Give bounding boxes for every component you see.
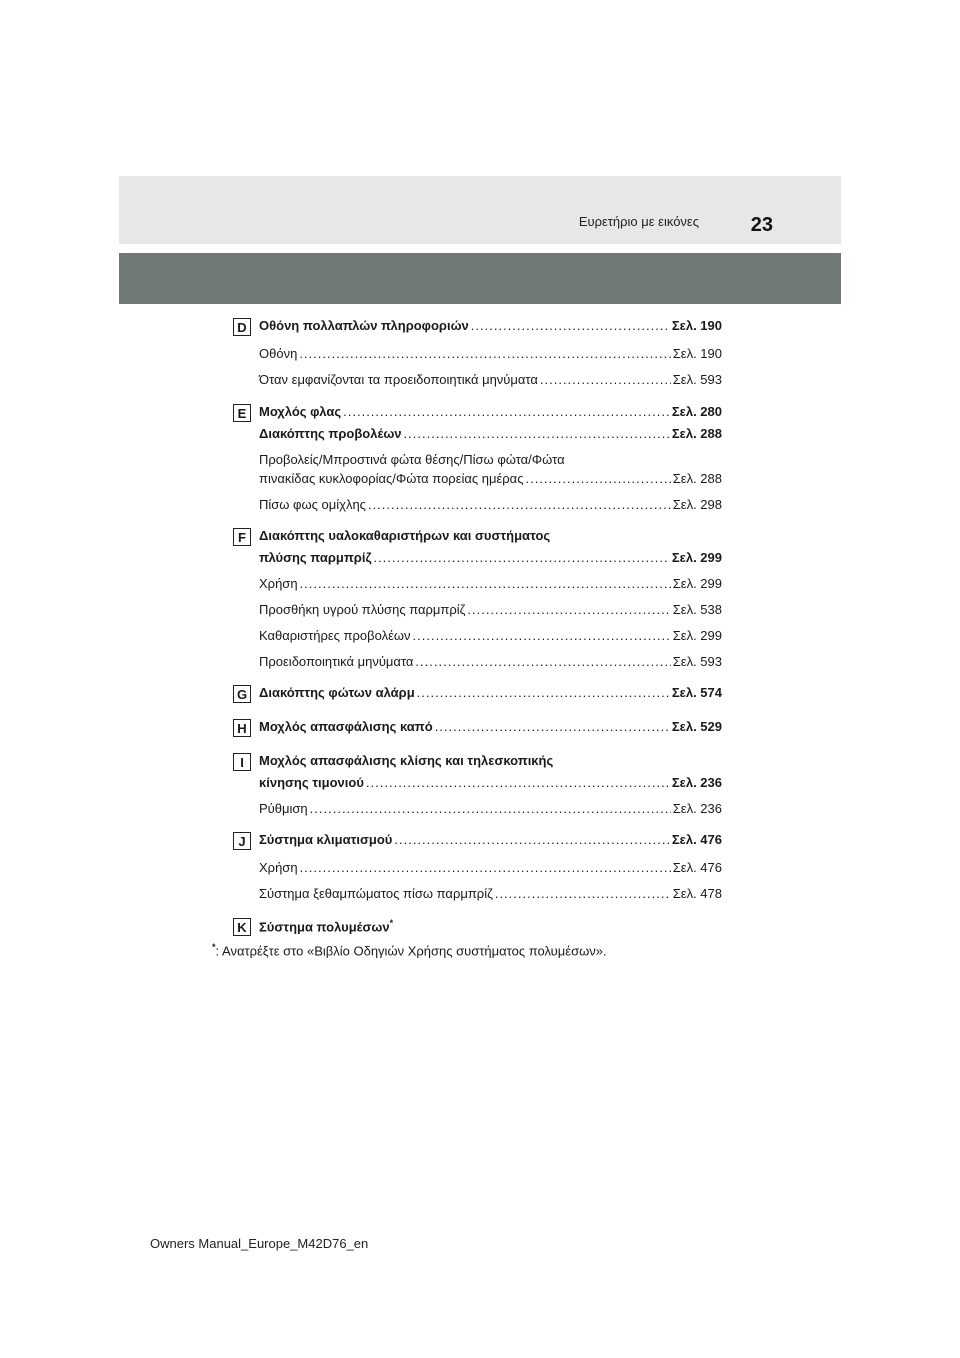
index-heading[interactable] <box>259 775 722 793</box>
leader-dots <box>310 801 671 816</box>
section-letter-g: G <box>233 685 251 703</box>
page-ref: Σελ. 593 <box>672 654 722 669</box>
section-letter-k: K <box>233 918 251 936</box>
index-heading[interactable] <box>259 918 393 936</box>
item-text: Προσθήκη υγρού πλύσης παρμπρίζ <box>259 602 466 617</box>
page-ref: Σελ. 538 <box>672 602 722 617</box>
index-item[interactable] <box>259 602 722 620</box>
footnote <box>212 942 607 958</box>
section-letter-d: D <box>233 318 251 336</box>
footer-text: Owners Manual_Europe_M42D76_en <box>150 1236 369 1251</box>
item-text: Καθαριστήρες προβολέων <box>259 628 411 643</box>
page-ref: Σελ. 299 <box>672 628 722 643</box>
heading-text: Μοχλός φλας <box>259 404 342 419</box>
item-text: Σύστημα ξεθαμπώματος πίσω παρμπρίζ <box>259 886 493 901</box>
index-item[interactable] <box>259 576 722 594</box>
footnote-marker: * <box>212 942 216 952</box>
item-text: Χρήση <box>259 576 298 591</box>
page-ref: Σελ. 288 <box>672 471 722 486</box>
page-ref: Σελ. 593 <box>672 372 722 387</box>
leader-dots <box>495 886 671 901</box>
index-item[interactable] <box>259 372 722 390</box>
heading-text: Σύστημα πολυμέσων <box>259 919 390 935</box>
page-ref: Σελ. 236 <box>672 801 722 816</box>
leader-dots <box>467 602 670 617</box>
heading-text: πλύσης παρμπρίζ <box>259 550 372 565</box>
section-letter-i: I <box>233 753 251 771</box>
page-ref: Σελ. 299 <box>671 550 722 565</box>
section-letter-e: E <box>233 404 251 422</box>
leader-dots <box>394 832 670 847</box>
page-ref: Σελ. 190 <box>672 346 722 361</box>
index-heading[interactable] <box>259 426 722 444</box>
page-ref: Σελ. 288 <box>671 426 722 441</box>
item-text: Ρύθμιση <box>259 801 308 816</box>
index-heading[interactable] <box>259 719 722 737</box>
item-text: Προειδοποιητικά μηνύματα <box>259 654 414 669</box>
section-letter-h: H <box>233 719 251 737</box>
item-text: Οθόνη <box>259 346 298 361</box>
index-item[interactable] <box>259 471 722 489</box>
index-item[interactable] <box>259 886 722 904</box>
heading-text: Μοχλός απασφάλισης καπό <box>259 719 433 734</box>
index-heading[interactable] <box>259 318 722 336</box>
heading-text: Διακόπτης φώτων αλάρμ <box>259 685 415 700</box>
item-text: Όταν εμφανίζονται τα προειδοποιητικά μηνύματα <box>259 372 538 387</box>
page-ref: Σελ. 190 <box>671 318 722 333</box>
index-item[interactable] <box>259 346 722 364</box>
item-text: Πίσω φως ομίχλης <box>259 497 366 512</box>
page-ref: Σελ. 280 <box>671 404 722 419</box>
page-ref: Σελ. 476 <box>672 860 722 875</box>
section-letter-f: F <box>233 528 251 546</box>
heading-text: κίνησης τιμονιού <box>259 775 364 790</box>
page-ref: Σελ. 299 <box>672 576 722 591</box>
section-letter-j: J <box>233 832 251 850</box>
leader-dots <box>540 372 671 387</box>
leader-dots <box>366 775 670 790</box>
index-item[interactable] <box>259 860 722 878</box>
page-ref: Σελ. 529 <box>671 719 722 734</box>
leader-dots <box>415 654 670 669</box>
item-text: πινακίδας κυκλοφορίας/Φώτα πορείας ημέρας <box>259 471 524 486</box>
section-title: Ευρετήριο με εικόνες <box>578 214 699 229</box>
leader-dots <box>417 685 670 700</box>
heading-text: Οθόνη πολλαπλών πληροφοριών <box>259 318 469 333</box>
index-heading[interactable] <box>259 404 722 422</box>
page-ref: Σελ. 298 <box>672 497 722 512</box>
index-heading[interactable] <box>259 685 722 703</box>
footnote-text: : Ανατρέξτε στο «Βιβλίο Οδηγιών Χρήσης συστήματος πολυμέσων». <box>215 943 607 959</box>
index-item[interactable] <box>259 801 722 819</box>
leader-dots <box>471 318 670 333</box>
leader-dots <box>343 404 670 419</box>
leader-dots <box>525 471 670 486</box>
item-text-line: Προβολείς/Μπροστινά φώτα θέσης/Πίσω φώτα/Φώτα <box>259 452 565 467</box>
heading-text: Διακόπτης προβολέων <box>259 426 402 441</box>
leader-dots <box>373 550 669 565</box>
index-heading[interactable] <box>259 550 722 568</box>
index-item[interactable] <box>259 497 722 515</box>
leader-dots <box>404 426 670 441</box>
leader-dots <box>300 576 671 591</box>
page-ref: Σελ. 236 <box>671 775 722 790</box>
heading-text: Σύστημα κλιματισμού <box>259 832 393 847</box>
index-item[interactable] <box>259 628 722 646</box>
heading-text-line: Μοχλός απασφάλισης κλίσης και τηλεσκοπικής <box>259 753 554 768</box>
index-heading[interactable] <box>259 832 722 850</box>
page-ref: Σελ. 476 <box>671 832 722 847</box>
page-number: 23 <box>750 214 773 236</box>
page-ref: Σελ. 574 <box>671 685 722 700</box>
leader-dots <box>368 497 671 512</box>
footnote-marker: * <box>389 918 394 928</box>
item-text: Χρήση <box>259 860 298 875</box>
page-ref: Σελ. 478 <box>672 886 722 901</box>
leader-dots <box>300 860 671 875</box>
index-item[interactable] <box>259 654 722 672</box>
leader-dots <box>413 628 671 643</box>
leader-dots <box>299 346 670 361</box>
heading-text-line: Διακόπτης υαλοκαθαριστήρων και συστήματος <box>259 528 551 543</box>
leader-dots <box>435 719 670 734</box>
